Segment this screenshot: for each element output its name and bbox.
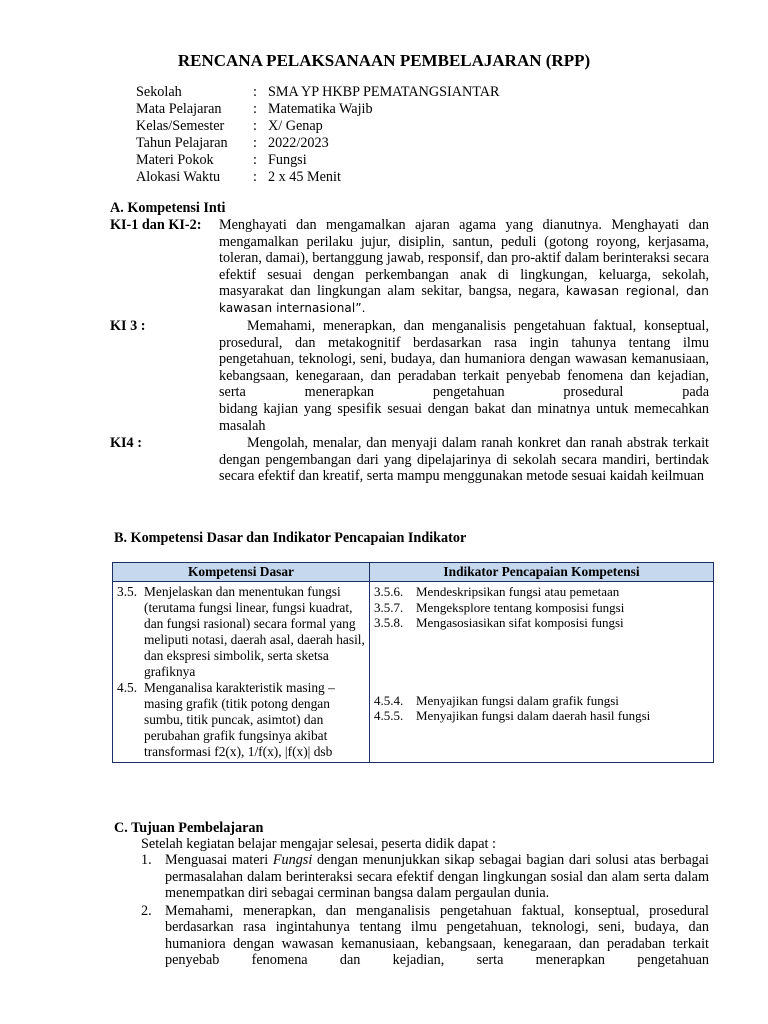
ipk-number: 3.5.7.	[374, 599, 404, 615]
kd-text: Menjelaskan dan menentukan fungsi (terutama fungsi linear, fungsi kuadrat, dan fungsi rasional) secara formal yang meliputi notasi, daerah asal, daerah hasil, dan ekspresi simbolik, serta sketsa grafiknya	[144, 584, 365, 679]
ki3-text-continued: bidang kajian yang spesifik sesuai dengan bakat dan minatnya untuk memecahkan masalah	[219, 401, 709, 434]
ki4-text: Mengolah, menalar, dan menyaji dalam ranah konkret dan ranah abstrak terkait dengan pengembangan dari yang dipelajarinya di sekolah secara mandiri, bertindak secara efektif dan kreatif, serta mampu menggunakan metode sesuai kaidah keilmuan	[219, 435, 709, 484]
objective-text-emphasis: Fungsi	[272, 852, 313, 868]
kd-number: 3.5.	[117, 584, 138, 599]
objective-text	[165, 852, 709, 902]
kd-item-4-5	[117, 680, 366, 760]
ki12-text	[219, 217, 709, 316]
identity-colon: :	[253, 101, 257, 117]
identity-label: Materi Pokok	[136, 152, 214, 168]
identity-colon: :	[253, 135, 257, 151]
ki3-text-main	[219, 318, 709, 401]
ipk-text: Menyajikan fungsi dalam daerah hasil fungsi	[416, 708, 651, 723]
identity-row-topic	[136, 152, 586, 169]
list-item	[141, 852, 709, 902]
ipk-spacer	[374, 631, 710, 693]
section-c-heading: C. Tujuan Pembelajaran	[114, 820, 264, 836]
objective-text-part: dengan menunjukkan sikap sebagai bagian dari solusi atas berbagai permasalahan dalam berinteraksi secara efektif dengan lingkungan sosial dan alam serta dalam menempatkan diri sebagai cerminan bangsa dalam pergaulan dunia.	[165, 852, 709, 901]
ki12-text-main: Menghayati dan mengamalkan ajaran agama yang dianutnya. Menghayati dan mengamalkan perilaku jujur, disiplin, santun, peduli (gotong royong, kerjasama, toleran, damai), bertanggung jawab, responsif, dan pro-aktif dalam berinteraksi secara efektif sesuai dengan perkembangan anak di lingkungan, keluarga, sekolah, masyarakat dan lingkungan alam sekitar, bangsa, negara,	[219, 217, 709, 299]
ki12-label: KI-1 dan KI-2:	[110, 217, 202, 233]
ki3-label: KI 3 :	[110, 318, 146, 334]
kd-number: 4.5.	[117, 680, 138, 695]
ipk-item	[374, 600, 710, 616]
learning-objectives-list	[141, 852, 709, 970]
header-achievement-indicators: Indikator Pencapaian Kompetensi	[370, 563, 714, 582]
identity-label: Sekolah	[136, 84, 182, 100]
ipk-item	[374, 584, 710, 600]
identity-row-school-year	[136, 135, 586, 152]
identity-colon: :	[253, 152, 257, 168]
identity-value: X/ Genap	[268, 118, 323, 134]
identity-label: Alokasi Waktu	[136, 169, 221, 185]
identity-value: 2022/2023	[268, 135, 329, 151]
ki3-text-part: Memahami, menerapkan, dan menganalisis pengetahuan faktual, konseptual, prosedural, dan metakognitif berdasarkan rasa ingin tahunya tentang ilmu pengetahuan, teknologi, seni, budaya, dan humaniora dengan wawasan kemanusiaan, kebangsaan, kenegaraan, dan peradaban terkait penyebab fenomena dan kejadian, serta menerapkan pengetahuan prosedural	[219, 318, 709, 400]
identity-label: Kelas/Semester	[136, 118, 225, 134]
learning-objectives-intro: Setelah kegiatan belajar mengajar selesai, peserta didik dapat :	[141, 836, 496, 852]
section-a-heading: A. Kompetensi Inti	[110, 200, 226, 216]
objective-text-part: Menguasai materi	[165, 852, 273, 868]
ki4-label: KI4 :	[110, 435, 142, 451]
identity-colon: :	[253, 169, 257, 185]
competency-table-header-row	[113, 563, 714, 582]
identity-colon: :	[253, 84, 257, 100]
kd-text: Menganalisa karakteristik masing – masing grafik (titik potong dengan sumbu, titik puncak, asimtot) dan perubahan grafik fungsinya akibat transformasi f2(x), 1/f(x), |f(x)| dsb	[144, 680, 335, 759]
ipk-item	[374, 693, 710, 709]
ipk-item	[374, 708, 710, 724]
identity-value: 2 x 45 Menit	[268, 169, 341, 185]
ipk-item	[374, 615, 710, 631]
ipk-number: 4.5.4.	[374, 692, 404, 708]
competency-table	[112, 562, 714, 763]
objective-text: Memahami, menerapkan, dan menganalisis pengetahuan faktual, konseptual, prosedural berdasarkan rasa ingintahunya tentang ilmu pengetahuan, teknologi, seni, budaya, dan humaniora dengan wawasan kemanusiaan, kebangsaan, kenegaraan, dan peradaban terkait penyebab fenomena dan kejadian, serta menerapkan pengetahuan	[165, 902, 709, 968]
identity-row-school	[136, 84, 586, 101]
identity-value: Fungsi	[268, 152, 307, 168]
table-row	[113, 582, 714, 763]
ipk-text: Mengeksplore tentang komposisi fungsi	[416, 599, 625, 615]
identity-value: Matematika Wajib	[268, 101, 373, 117]
indicator-cell	[370, 582, 714, 763]
ki3-text-part-end: pada	[682, 384, 710, 400]
section-b-heading: B. Kompetensi Dasar dan Indikator Pencapaian Indikator	[114, 530, 467, 546]
ipk-number: 3.5.8.	[374, 615, 404, 630]
header-basic-competency: Kompetensi Dasar	[113, 563, 370, 582]
ipk-text: Menyajikan fungsi dalam grafik fungsi	[416, 692, 619, 708]
document-title: RENCANA PELAKSANAAN PEMBELAJARAN (RPP)	[177, 51, 591, 70]
objective-number: 1.	[141, 852, 152, 868]
identity-row-time-allocation	[136, 169, 586, 186]
identity-value: SMA YP HKBP PEMATANGSIANTAR	[268, 84, 500, 100]
basic-competency-cell	[113, 582, 370, 763]
ki12-text-end: kawasan regional, dan kawasan internasional”.	[219, 284, 710, 315]
kd-item-3-5	[117, 584, 366, 680]
list-item	[141, 903, 709, 969]
identity-row-class-semester	[136, 118, 586, 135]
ipk-number: 4.5.5.	[374, 708, 404, 723]
identity-table	[136, 84, 586, 186]
identity-label: Mata Pelajaran	[136, 101, 222, 117]
identity-row-subject	[136, 101, 586, 118]
ipk-number: 3.5.6.	[374, 584, 404, 599]
identity-colon: :	[253, 118, 257, 134]
ipk-text: Mengasosiasikan sifat komposisi fungsi	[416, 615, 624, 630]
objective-number: 2.	[141, 902, 152, 919]
ipk-text: Mendeskripsikan fungsi atau pemetaan	[416, 584, 620, 599]
identity-label: Tahun Pelajaran	[136, 135, 228, 151]
